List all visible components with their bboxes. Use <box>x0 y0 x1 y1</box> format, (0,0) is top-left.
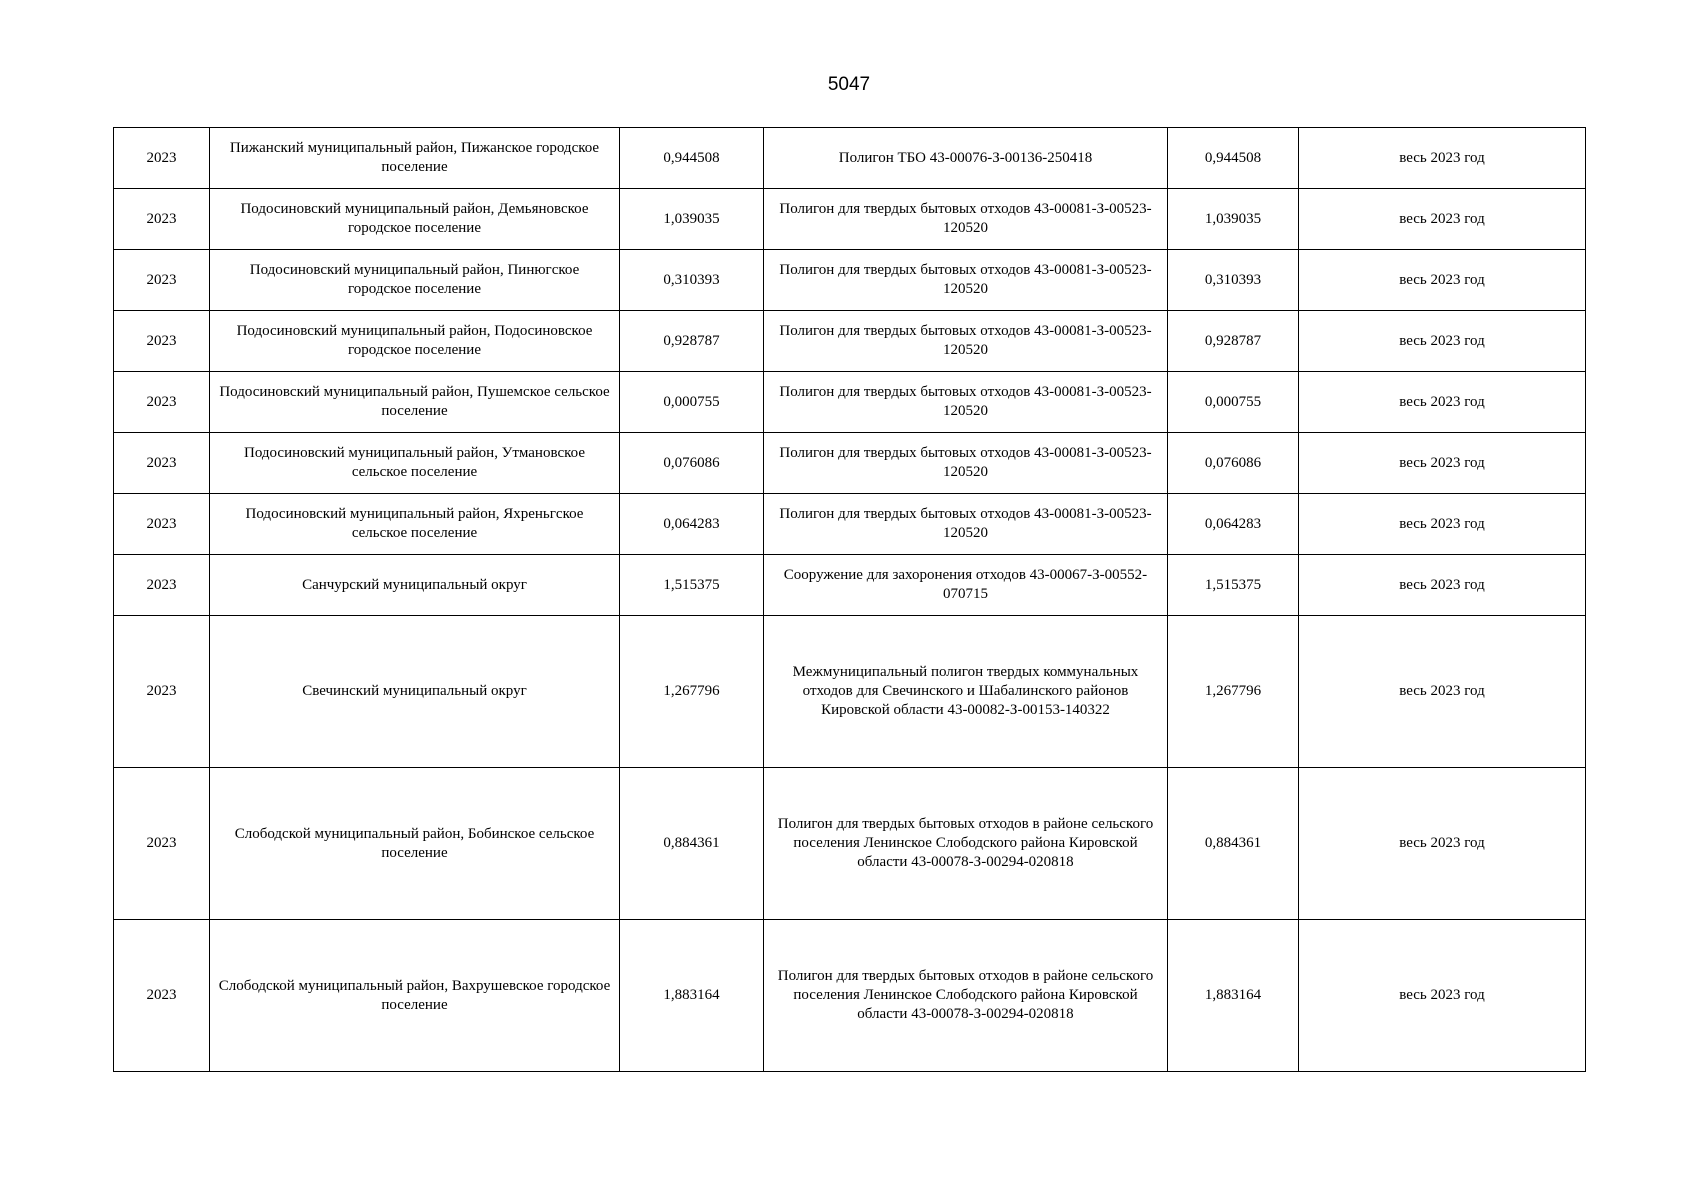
facility-cell: Полигон для твердых бытовых отходов 43-00081-З-00523-120520 <box>764 372 1168 433</box>
volume2-cell: 0,928787 <box>1168 311 1299 372</box>
facility-cell: Полигон для твердых бытовых отходов 43-00081-З-00523-120520 <box>764 311 1168 372</box>
year-cell: 2023 <box>114 311 210 372</box>
facility-cell: Полигон для твердых бытовых отходов в районе сельского поселения Ленинское Слободского района Кировской области 43-00078-З-00294-020818 <box>764 920 1168 1072</box>
volume-cell: 0,000755 <box>620 372 764 433</box>
table-row <box>114 372 1586 433</box>
period-cell: весь 2023 год <box>1299 555 1586 616</box>
table-row <box>114 920 1586 1072</box>
volume2-cell: 1,515375 <box>1168 555 1299 616</box>
facility-cell: Полигон для твердых бытовых отходов 43-00081-З-00523-120520 <box>764 189 1168 250</box>
period-cell: весь 2023 год <box>1299 189 1586 250</box>
territory-cell: Подосиновский муниципальный район, Пинюгское городское поселение <box>210 250 620 311</box>
volume2-cell: 1,039035 <box>1168 189 1299 250</box>
year-cell: 2023 <box>114 768 210 920</box>
volume-cell: 0,884361 <box>620 768 764 920</box>
period-cell: весь 2023 год <box>1299 433 1586 494</box>
year-cell: 2023 <box>114 128 210 189</box>
table-row <box>114 616 1586 768</box>
facility-cell: Сооружение для захоронения отходов 43-00067-З-00552-070715 <box>764 555 1168 616</box>
territory-cell: Подосиновский муниципальный район, Утмановское сельское поселение <box>210 433 620 494</box>
facility-cell: Полигон для твердых бытовых отходов 43-00081-З-00523-120520 <box>764 494 1168 555</box>
table-row <box>114 189 1586 250</box>
territory-cell: Свечинский муниципальный округ <box>210 616 620 768</box>
table-row <box>114 555 1586 616</box>
territory-cell: Подосиновский муниципальный район, Демьяновское городское поселение <box>210 189 620 250</box>
year-cell: 2023 <box>114 433 210 494</box>
period-cell: весь 2023 год <box>1299 250 1586 311</box>
table-row <box>114 128 1586 189</box>
volume-cell: 0,076086 <box>620 433 764 494</box>
waste-disposal-table <box>113 127 1586 1072</box>
year-cell: 2023 <box>114 189 210 250</box>
period-cell: весь 2023 год <box>1299 311 1586 372</box>
facility-cell: Межмуниципальный полигон твердых коммунальных отходов для Свечинского и Шабалинского районов Кировской области 43-00082-З-00153-140322 <box>764 616 1168 768</box>
volume-cell: 0,944508 <box>620 128 764 189</box>
facility-cell: Полигон для твердых бытовых отходов 43-00081-З-00523-120520 <box>764 433 1168 494</box>
year-cell: 2023 <box>114 555 210 616</box>
period-cell: весь 2023 год <box>1299 616 1586 768</box>
territory-cell: Подосиновский муниципальный район, Яхреньгское сельское поселение <box>210 494 620 555</box>
table-row <box>114 433 1586 494</box>
facility-cell: Полигон для твердых бытовых отходов 43-00081-З-00523-120520 <box>764 250 1168 311</box>
year-cell: 2023 <box>114 616 210 768</box>
volume-cell: 0,310393 <box>620 250 764 311</box>
territory-cell: Слободской муниципальный район, Вахрушевское городское поселение <box>210 920 620 1072</box>
volume2-cell: 0,310393 <box>1168 250 1299 311</box>
territory-cell: Пижанский муниципальный район, Пижанское городское поселение <box>210 128 620 189</box>
volume-cell: 1,267796 <box>620 616 764 768</box>
table-row <box>114 250 1586 311</box>
volume2-cell: 0,064283 <box>1168 494 1299 555</box>
territory-cell: Санчурский муниципальный округ <box>210 555 620 616</box>
volume2-cell: 0,076086 <box>1168 433 1299 494</box>
period-cell: весь 2023 год <box>1299 128 1586 189</box>
table-row <box>114 311 1586 372</box>
period-cell: весь 2023 год <box>1299 372 1586 433</box>
period-cell: весь 2023 год <box>1299 494 1586 555</box>
volume2-cell: 1,883164 <box>1168 920 1299 1072</box>
volume2-cell: 0,884361 <box>1168 768 1299 920</box>
volume-cell: 0,928787 <box>620 311 764 372</box>
year-cell: 2023 <box>114 494 210 555</box>
territory-cell: Подосиновский муниципальный район, Подосиновское городское поселение <box>210 311 620 372</box>
table-row <box>114 494 1586 555</box>
table-row <box>114 768 1586 920</box>
facility-cell: Полигон для твердых бытовых отходов в районе сельского поселения Ленинское Слободского района Кировской области 43-00078-З-00294-020818 <box>764 768 1168 920</box>
page-number: 5047 <box>827 74 871 95</box>
territory-cell: Слободской муниципальный район, Бобинское сельское поселение <box>210 768 620 920</box>
period-cell: весь 2023 год <box>1299 768 1586 920</box>
year-cell: 2023 <box>114 250 210 311</box>
period-cell: весь 2023 год <box>1299 920 1586 1072</box>
volume2-cell: 0,944508 <box>1168 128 1299 189</box>
year-cell: 2023 <box>114 372 210 433</box>
volume2-cell: 1,267796 <box>1168 616 1299 768</box>
volume-cell: 1,039035 <box>620 189 764 250</box>
volume-cell: 1,515375 <box>620 555 764 616</box>
facility-cell: Полигон ТБО 43-00076-З-00136-250418 <box>764 128 1168 189</box>
volume-cell: 0,064283 <box>620 494 764 555</box>
territory-cell: Подосиновский муниципальный район, Пушемское сельское поселение <box>210 372 620 433</box>
year-cell: 2023 <box>114 920 210 1072</box>
volume2-cell: 0,000755 <box>1168 372 1299 433</box>
volume-cell: 1,883164 <box>620 920 764 1072</box>
